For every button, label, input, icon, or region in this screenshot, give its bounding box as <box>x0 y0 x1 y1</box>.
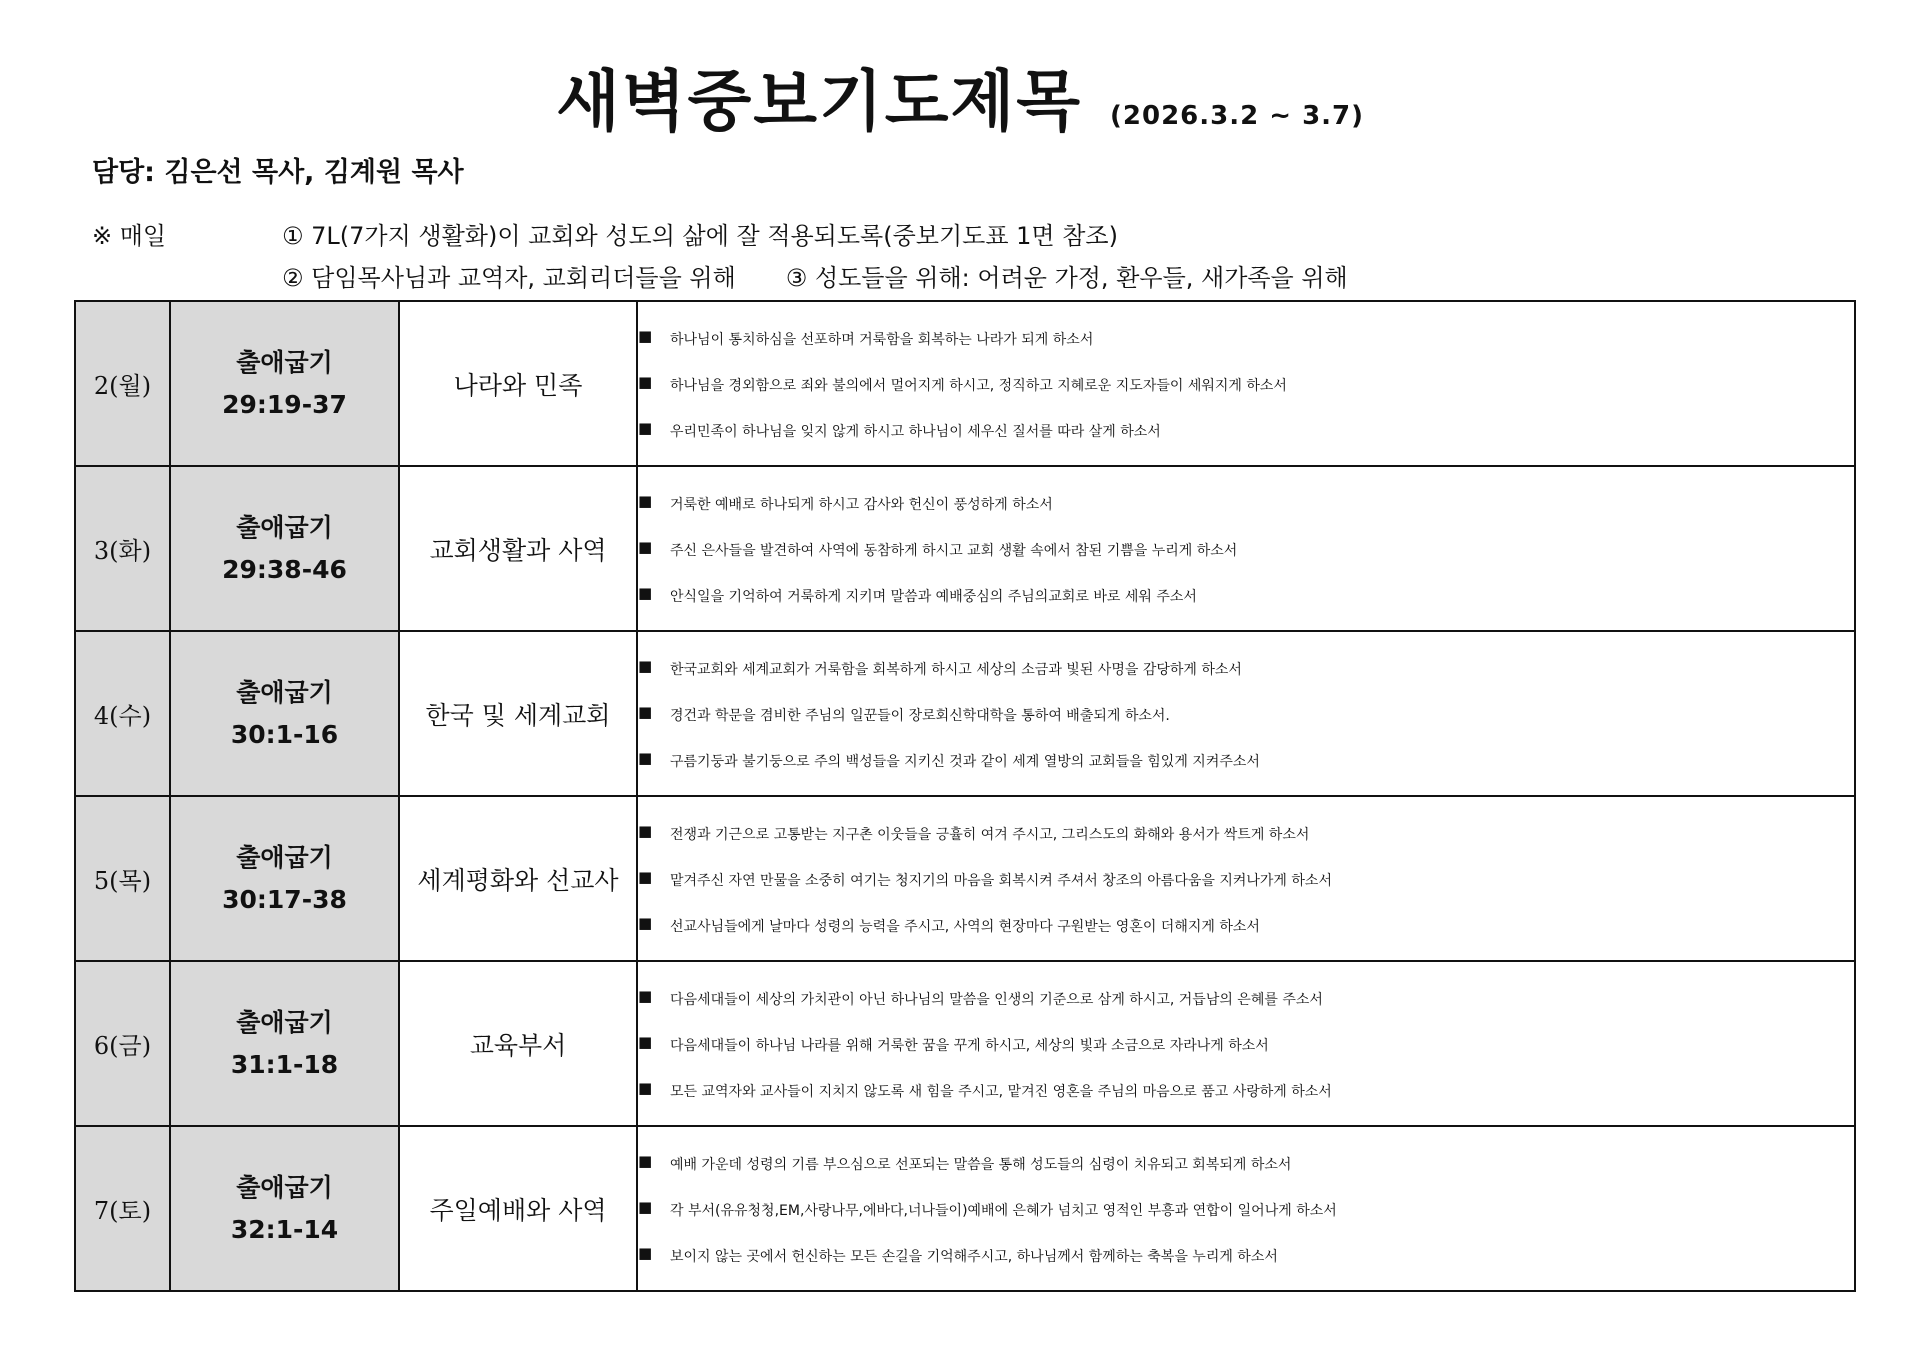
daily-item-1: ① 7L(7가지 생활화)이 교회와 성도의 삶에 잘 적용되도록(중보기도표 1면 참조) <box>282 222 1118 250</box>
list-item: ■ 다음세대들이 세상의 가치관이 아닌 하나님의 말씀을 인생의 기준으로 삼게 하시고, 거듭남의 은혜를 주소서 <box>638 975 1854 1021</box>
scripture-cell <box>170 631 399 796</box>
list-item: ■ 안식일을 기억하여 거룩하게 지키며 말씀과 예배중심의 주님의교회로 바로 세워 주소서 <box>638 572 1854 618</box>
scripture-book: 출애굽기 <box>236 1172 333 1202</box>
list-item: ■ 주신 은사들을 발견하여 사역에 동참하게 하시고 교회 생활 속에서 참된 기쁨을 누리게 하소서 <box>638 526 1854 572</box>
scripture-book: 출애굽기 <box>236 347 333 377</box>
date-range: (2026.3.2 ~ 3.7) <box>1110 101 1365 131</box>
list-item: ■ 하나님이 통치하심을 선포하며 거룩함을 회복하는 나라가 되게 하소서 <box>638 315 1854 361</box>
scripture-book: 출애굽기 <box>236 1007 333 1037</box>
daily-item-3: ③ 성도들을 위해: 어려운 가정, 환우들, 새가족을 위해 <box>785 264 1348 292</box>
list-item: ■ 거룩한 예배로 하나되게 하시고 감사와 헌신이 풍성하게 하소서 <box>638 480 1854 526</box>
list-item: ■ 각 부서(유유청청,EM,사랑나무,에바다,너나들이)예배에 은혜가 넘치고 영적인 부흥과 연합이 일어나게 하소서 <box>638 1186 1854 1232</box>
prayer-items-cell <box>637 301 1855 466</box>
scripture-book: 출애굽기 <box>236 842 333 872</box>
day-cell: 6(금) <box>75 961 170 1126</box>
prayer-schedule-table <box>74 300 1856 1292</box>
table-row <box>75 796 1855 961</box>
list-item: ■ 예배 가운데 성령의 기름 부으심으로 선포되는 말씀을 통해 성도들의 심령이 치유되고 회복되게 하소서 <box>638 1140 1854 1186</box>
prayer-list <box>638 480 1854 618</box>
daily-line-1 <box>92 216 1118 251</box>
list-item: ■ 전쟁과 기근으로 고통받는 지구촌 이웃들을 긍휼히 여겨 주시고, 그리스도의 화해와 용서가 싹트게 하소서 <box>638 810 1854 856</box>
prayer-items-cell <box>637 796 1855 961</box>
day-cell: 3(화) <box>75 466 170 631</box>
day-cell: 7(토) <box>75 1126 170 1291</box>
table-row <box>75 961 1855 1126</box>
list-item: ■ 하나님을 경외함으로 죄와 불의에서 멀어지게 하시고, 정직하고 지혜로운 지도자들이 세워지게 하소서 <box>638 361 1854 407</box>
prayer-items-cell <box>637 1126 1855 1291</box>
prayer-list <box>638 975 1854 1113</box>
topic-cell: 주일예배와 사역 <box>399 1126 637 1291</box>
page-title: 새벽중보기도제목 <box>555 63 1083 140</box>
scripture-verses: 32:1-14 <box>230 1214 339 1244</box>
scripture-verses: 29:19-37 <box>222 389 347 419</box>
scripture-cell <box>170 301 399 466</box>
day-cell: 4(수) <box>75 631 170 796</box>
prayer-list <box>638 315 1854 453</box>
prayer-items-cell <box>637 466 1855 631</box>
prayer-list <box>638 810 1854 948</box>
prayer-items-cell <box>637 631 1855 796</box>
scripture-book: 출애굽기 <box>236 677 333 707</box>
daily-line-2 <box>92 258 1348 293</box>
scripture-cell <box>170 961 399 1126</box>
title-row <box>0 48 1920 143</box>
table-row <box>75 631 1855 796</box>
scripture-cell <box>170 1126 399 1291</box>
table-row <box>75 1126 1855 1291</box>
day-cell: 2(월) <box>75 301 170 466</box>
list-item: ■ 우리민족이 하나님을 잊지 않게 하시고 하나님이 세우신 질서를 따라 살게 하소서 <box>638 407 1854 453</box>
list-item: ■ 구름기둥과 불기둥으로 주의 백성들을 지키신 것과 같이 세계 열방의 교회들을 힘있게 지켜주소서 <box>638 737 1854 783</box>
managers-line: 담당: 김은선 목사, 김계원 목사 <box>92 157 464 188</box>
topic-cell: 나라와 민족 <box>399 301 637 466</box>
list-item: ■ 보이지 않는 곳에서 헌신하는 모든 손길을 기억해주시고, 하나님께서 함께하는 축복을 누리게 하소서 <box>638 1232 1854 1278</box>
prayer-items-cell <box>637 961 1855 1126</box>
scripture-cell <box>170 796 399 961</box>
topic-cell: 교회생활과 사역 <box>399 466 637 631</box>
scripture-verses: 31:1-18 <box>230 1049 339 1079</box>
scripture-cell <box>170 466 399 631</box>
topic-cell: 교육부서 <box>399 961 637 1126</box>
prayer-list <box>638 1140 1854 1278</box>
scripture-verses: 29:38-46 <box>222 554 347 584</box>
list-item: ■ 맡겨주신 자연 만물을 소중히 여기는 청지기의 마음을 회복시켜 주셔서 창조의 아름다움을 지켜나가게 하소서 <box>638 856 1854 902</box>
list-item: ■ 모든 교역자와 교사들이 지치지 않도록 새 힘을 주시고, 맡겨진 영혼을 주님의 마음으로 품고 사랑하게 하소서 <box>638 1067 1854 1113</box>
topic-cell: 한국 및 세계교회 <box>399 631 637 796</box>
scripture-verses: 30:1-16 <box>230 719 339 749</box>
daily-mark: ※ 매일 <box>92 222 167 250</box>
scripture-verses: 30:17-38 <box>222 884 347 914</box>
scripture-book: 출애굽기 <box>236 512 333 542</box>
list-item: ■ 다음세대들이 하나님 나라를 위해 거룩한 꿈을 꾸게 하시고, 세상의 빛과 소금으로 자라나게 하소서 <box>638 1021 1854 1067</box>
table-row <box>75 301 1855 466</box>
topic-cell: 세계평화와 선교사 <box>399 796 637 961</box>
list-item: ■ 경건과 학문을 겸비한 주님의 일꾼들이 장로회신학대학을 통하여 배출되게 하소서. <box>638 691 1854 737</box>
prayer-list <box>638 645 1854 783</box>
daily-item-2: ② 담임목사님과 교역자, 교회리더들을 위해 <box>282 264 736 292</box>
table-row <box>75 466 1855 631</box>
list-item: ■ 한국교회와 세계교회가 거룩함을 회복하게 하시고 세상의 소금과 빛된 사명을 감당하게 하소서 <box>638 645 1854 691</box>
day-cell: 5(목) <box>75 796 170 961</box>
list-item: ■ 선교사님들에게 날마다 성령의 능력을 주시고, 사역의 현장마다 구원받는 영혼이 더해지게 하소서 <box>638 902 1854 948</box>
